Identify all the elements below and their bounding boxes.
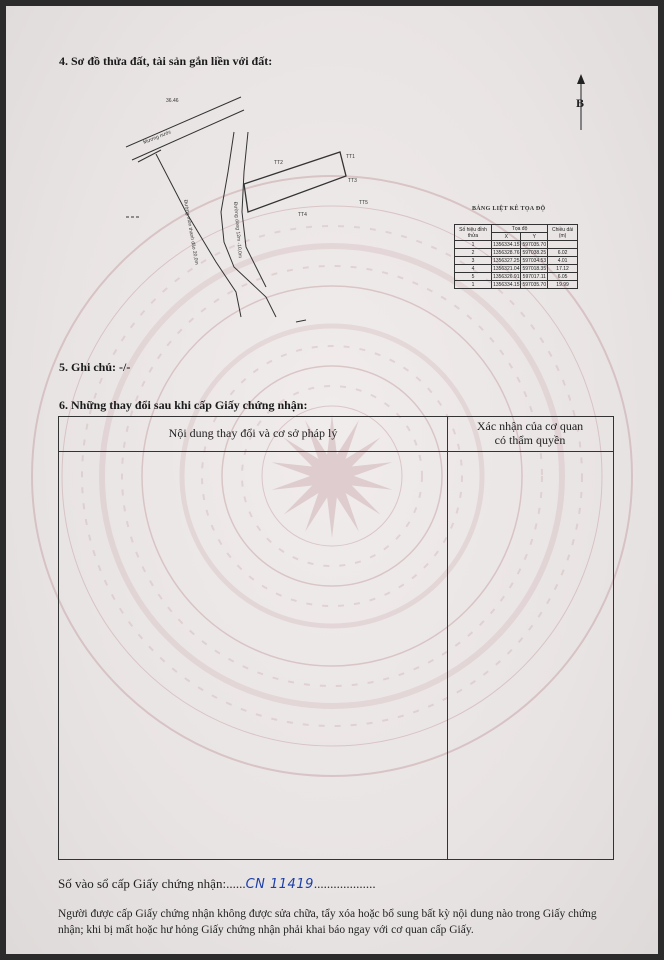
coord-table [454, 224, 578, 289]
coord-header-point: Số hiệu đỉnh thửa [455, 225, 492, 241]
north-label: B [576, 96, 585, 110]
coord-point: 5 [455, 273, 492, 281]
coord-y: 597035.70 [522, 281, 547, 288]
coord-point: 4 [455, 265, 492, 273]
coord-x: 1356334.15 [493, 241, 520, 248]
coord-y: 597034.53 [522, 257, 547, 264]
north-arrow [566, 72, 596, 132]
coord-table-title: BẢNG LIỆT KÊ TỌA ĐỘ [472, 206, 546, 212]
coord-y: 597038.25 [522, 249, 547, 256]
sketch-lot-label: TT5 [359, 200, 368, 206]
coord-x: 1356327.25 [493, 257, 520, 264]
sketch-lot-label: TT2 [274, 160, 283, 166]
coord-length: 17.12 [548, 265, 578, 273]
coord-x: 1356334.15 [493, 281, 520, 288]
section-6-heading: 6. Những thay đổi sau khi cấp Giấy chứng nhận: [59, 398, 308, 412]
sketch-top-dimension: 36.46 [166, 98, 179, 104]
register-dots: ................... [313, 876, 376, 891]
table-row [455, 249, 578, 257]
sketch-lot-label: TT3 [348, 178, 357, 184]
coord-length: 4.01 [548, 257, 578, 265]
sketch-lot-label: TT1 [346, 154, 355, 160]
coord-x: 1356326.91 [493, 273, 520, 280]
column-divider [447, 417, 448, 859]
coord-length: 19.99 [548, 281, 578, 289]
changes-table [58, 416, 614, 860]
coord-point: 1 [455, 281, 492, 289]
coord-x: 1356328.76 [493, 249, 520, 256]
table-row [455, 257, 578, 265]
coord-x: 1356321.04 [493, 265, 520, 272]
coord-point: 1 [455, 241, 492, 249]
coord-header-x: X [492, 233, 521, 241]
register-number: CN 11419 [245, 877, 314, 892]
confirm-header-line1: Xác nhận của cơ quan [476, 419, 584, 433]
changes-col-confirm-header [447, 419, 613, 447]
sketch-road-mid: Đường dong 12m -10,0m [232, 201, 243, 259]
changes-col-content-header: Nội dung thay đổi và cơ sở pháp lý [168, 426, 338, 440]
register-label: Số vào sổ cấp Giấy chứng nhận: [58, 876, 227, 891]
header-divider [59, 451, 613, 452]
section-4-heading: 4. Sơ đồ thửa đất, tài sản gắn liền với đất: [59, 54, 273, 68]
section-5-note: 5. Ghi chú: -/- [59, 360, 131, 374]
register-number-line [58, 876, 376, 892]
coord-point: 3 [455, 257, 492, 265]
certificate-page [6, 6, 658, 954]
coord-length: 6.05 [548, 273, 578, 281]
coord-length [548, 241, 578, 249]
table-row [455, 273, 578, 281]
coord-header-length: Chiều dài (m) [548, 225, 578, 241]
table-row [455, 265, 578, 273]
table-row [455, 241, 578, 249]
coord-length: 6.02 [548, 249, 578, 257]
table-row [455, 281, 578, 289]
sketch-road-left: Đường mòn thanh đảo 20,0m [182, 199, 200, 266]
coord-y: 597035.70 [522, 241, 547, 248]
sketch-road-top: Mương nước [142, 129, 173, 146]
coord-point: 2 [455, 249, 492, 257]
coord-header-y: Y [521, 233, 548, 241]
register-dots: ...... [226, 876, 246, 891]
coord-header-coord: Tọa độ [492, 225, 548, 233]
footer-note: Người được cấp Giấy chứng nhận không được sửa chữa, tẩy xóa hoặc bổ sung bất kỳ nội dung nào trong Giấy chứng nhận; khi bị mất hoặc hư hỏng Giấy chứng nhận phải khai báo ngay với cơ quan cấp Giấy. [58, 908, 597, 936]
plot-sketch [116, 92, 376, 332]
sketch-lot-label: TT4 [298, 212, 307, 218]
coord-y: 597018.35 [522, 265, 547, 272]
coord-y: 597017.11 [522, 273, 546, 280]
confirm-header-line2: có thẩm quyền [494, 433, 566, 447]
